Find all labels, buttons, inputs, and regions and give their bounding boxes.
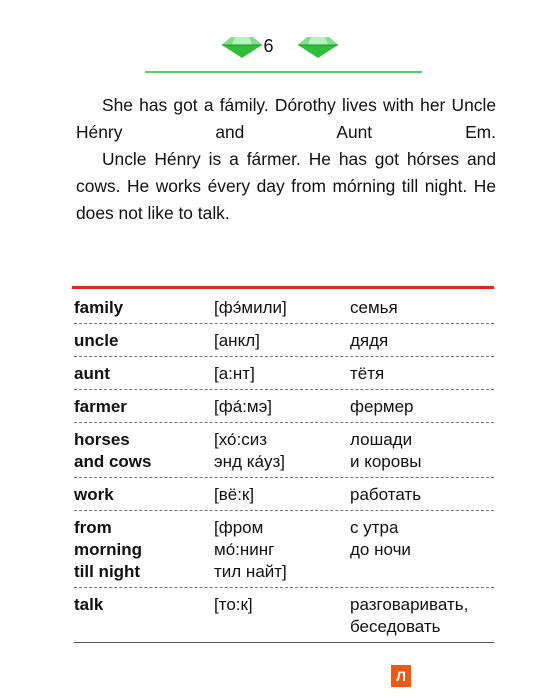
vocab-row [74, 329, 494, 357]
vocab-row [74, 395, 494, 423]
story-paragraph: Uncle Hénry is a fármer. He has got hórses and cows. He works évery day from mórning till night. He does not like to talk. [76, 149, 496, 223]
vocab-word: talk [74, 595, 104, 614]
vocab-word: from morning till night [74, 518, 142, 581]
vocab-word: horses and cows [74, 430, 152, 471]
vocab-row [74, 483, 494, 511]
vocab-translation: с утра до ночи [350, 518, 411, 559]
vocab-transcription: [хо́:сиз энд ка́уз] [214, 430, 285, 471]
vocab-translation: работать [350, 485, 422, 504]
vocab-translation: разговаривать, беседовать [350, 595, 469, 636]
vocab-translation: дядя [350, 331, 389, 350]
green-gem-icon [297, 35, 339, 59]
vocab-transcription: [фром мо́:нинг тил найт] [214, 518, 287, 581]
vocab-word: family [74, 298, 124, 317]
vocab-divider [72, 286, 494, 289]
vocab-row [74, 516, 494, 588]
publisher-logo: Л [391, 665, 411, 687]
vocab-transcription: [а:нт] [214, 364, 255, 383]
vocab-word: work [74, 485, 114, 504]
vocab-translation: семья [350, 298, 398, 317]
vocab-translation: тётя [350, 364, 385, 383]
vocab-transcription: [вё:к] [214, 485, 255, 504]
vocab-translation: лошади и коровы [350, 430, 422, 471]
vocab-word: uncle [74, 331, 119, 350]
vocab-word: aunt [74, 364, 110, 383]
vocabulary-table [74, 296, 494, 648]
header-divider [145, 71, 422, 73]
vocab-word: farmer [74, 397, 127, 416]
vocab-transcription: [то:к] [214, 595, 253, 614]
story-paragraph: She has got a fámily. Dórothy lives with her Uncle Hénry and Aunt Em. [76, 95, 496, 142]
vocab-row [74, 296, 494, 324]
page-number: 6 [263, 36, 274, 56]
vocab-transcription: [фэ́мили] [214, 298, 287, 317]
vocab-transcription: [фа́:мэ] [214, 397, 272, 416]
vocab-row [74, 428, 494, 478]
vocab-transcription: [анкл] [214, 331, 260, 350]
page-header [0, 30, 537, 66]
vocab-row [74, 362, 494, 390]
story-text [76, 92, 496, 227]
vocab-row [74, 593, 494, 643]
vocab-translation: фермер [350, 397, 414, 416]
